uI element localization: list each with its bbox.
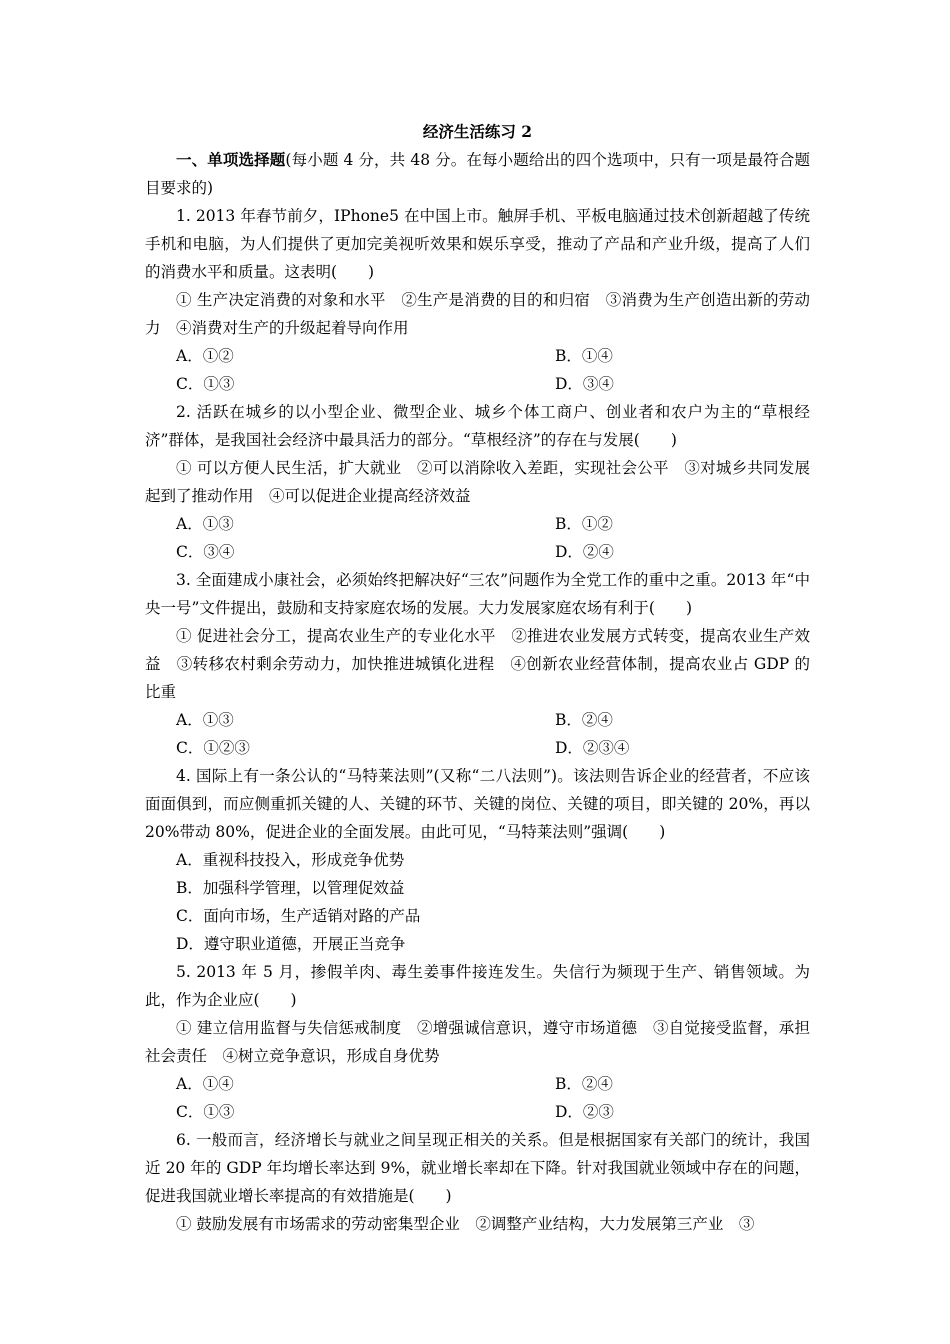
option-a: A．①②: [176, 347, 234, 365]
option-d: D．②④: [555, 543, 614, 561]
question-1-options-row-1: [145, 342, 810, 370]
option-a: A．重视科技投入，形成竞争优势: [176, 851, 405, 869]
option-b: B．②④: [555, 711, 613, 729]
question-2-stem: 2. 活跃在城乡的以小型企业、微型企业、城乡个体工商户、创业者和农户为主的“草根经济”群体，是我国社会经济中最具活力的部分。“草根经济”的存在与发展( ): [145, 403, 810, 449]
question-5-stem: 5. 2013 年 5 月，掺假羊肉、毒生姜事件接连发生。失信行为频现于生产、销售领域。为此，作为企业应( ): [145, 963, 810, 1009]
question-2-options-row-1: [145, 510, 810, 538]
option-a: A．①③: [176, 515, 234, 533]
question-3-statements: ① 促进社会分工，提高农业生产的专业化水平 ②推进农业发展方式转变，提高农业生产效益 ③转移农村剩余劳动力，加快推进城镇化进程 ④创新农业经营体制，提高农业占 GDP 的比重: [145, 627, 810, 701]
document-title: 经济生活练习 2: [422, 122, 533, 141]
question-4-stem: 4. 国际上有一条公认的“马特莱法则”(又称“二八法则”)。该法则告诉企业的经营者，不应该面面俱到，而应侧重抓关键的人、关键的环节、关键的岗位、关键的项目，即关键的 20%，再以 20%带动 80%，促进企业的全面发展。由此可见，“马特莱法则”强调( ): [145, 767, 810, 841]
option-b: B．①②: [555, 515, 613, 533]
option-a: A．①③: [176, 711, 234, 729]
question-1-statements: ① 生产决定消费的对象和水平 ②生产是消费的目的和归宿 ③消费为生产创造出新的劳动力 ④消费对生产的升级起着导向作用: [145, 291, 810, 337]
option-c: C．①③: [176, 1103, 235, 1121]
question-3-stem: 3. 全面建成小康社会，必须始终把解决好“三农”问题作为全党工作的重中之重。2013 年“中央一号”文件提出，鼓励和支持家庭农场的发展。大力发展家庭农场有利于( ): [145, 571, 810, 617]
question-2-options-row-2: [145, 538, 810, 566]
question-6-stem: 6. 一般而言，经济增长与就业之间呈现正相关的关系。但是根据国家有关部门的统计，我国近 20 年的 GDP 年均增长率达到 9%，就业增长率却在下降。针对我国就业领域中存在的问题，促进我国就业增长率提高的有效措施是( ): [145, 1131, 810, 1205]
option-b: B．②④: [555, 1075, 613, 1093]
question-3-options-row-2: [145, 734, 810, 762]
question-5-statements: ① 建立信用监督与失信惩戒制度 ②增强诚信意识，遵守市场道德 ③自觉接受监督，承担社会责任 ④树立竞争意识，形成自身优势: [145, 1019, 810, 1065]
option-d: D．②③: [555, 1103, 614, 1121]
section-title: 一、单项选择题: [176, 150, 286, 169]
option-c: C．①③: [176, 375, 235, 393]
option-b: B．加强科学管理，以管理促效益: [176, 879, 405, 897]
question-5-options-row-1: [145, 1070, 810, 1098]
option-b: B．①④: [555, 347, 613, 365]
question-3-options-row-1: [145, 706, 810, 734]
question-5-options-row-2: [145, 1098, 810, 1126]
question-1-options-row-2: [145, 370, 810, 398]
section-heading: [145, 146, 810, 202]
document-page: [145, 118, 810, 1238]
option-d: D．遵守职业道德，开展正当竞争: [176, 935, 406, 953]
question-1-stem: 1. 2013 年春节前夕，IPhone5 在中国上市。触屏手机、平板电脑通过技术创新超越了传统手机和电脑，为人们提供了更加完美视听效果和娱乐享受，推动了产品和产业升级，提高了人们的消费水平和质量。这表明( ): [145, 207, 810, 281]
option-d: D．③④: [555, 375, 614, 393]
option-a: A．①④: [176, 1075, 234, 1093]
question-6-statements: ① 鼓励发展有市场需求的劳动密集型企业 ②调整产业结构，大力发展第三产业 ③: [176, 1215, 755, 1233]
option-c: C．面向市场，生产适销对路的产品: [176, 907, 421, 925]
section-note: (每小题 4 分，共 48 分。在每小题给出的四个选项中，只有一项是最符合题目要求的): [145, 151, 810, 197]
option-c: C．①②③: [176, 739, 250, 757]
option-d: D．②③④: [555, 739, 630, 757]
question-2-statements: ① 可以方便人民生活，扩大就业 ②可以消除收入差距，实现社会公平 ③对城乡共同发展起到了推动作用 ④可以促进企业提高经济效益: [145, 459, 810, 505]
option-c: C．③④: [176, 543, 235, 561]
